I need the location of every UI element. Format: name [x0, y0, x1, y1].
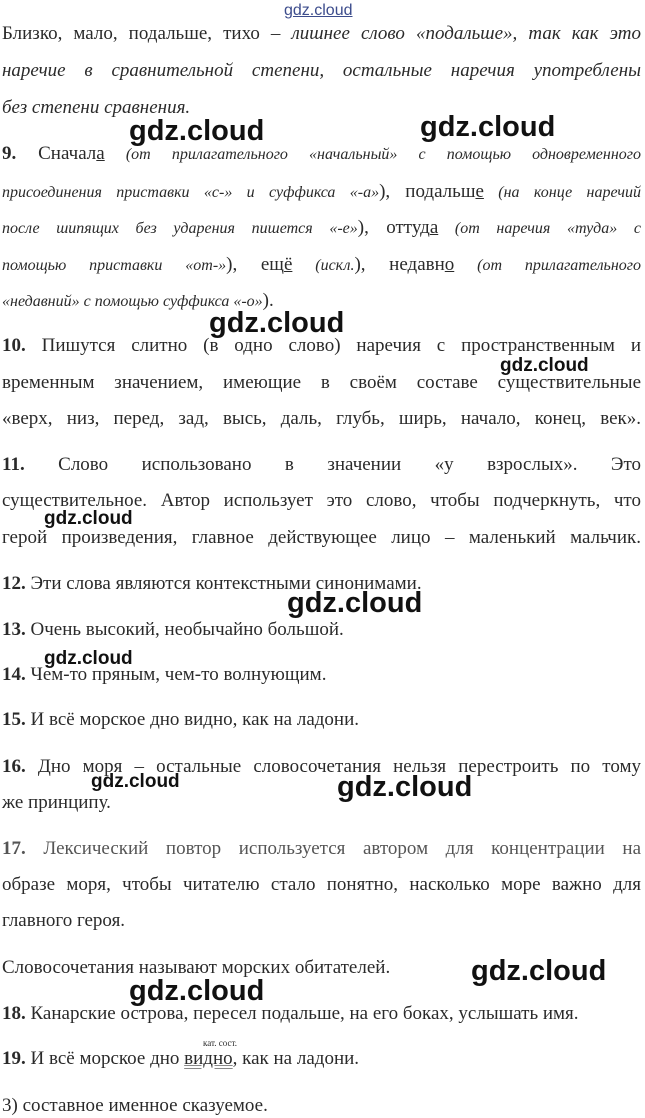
word-ottuda: оттуда — [386, 217, 439, 238]
punct: ), — [357, 217, 387, 238]
answer-12-number: 12. — [2, 573, 26, 594]
answer-11-number: 11. — [2, 454, 25, 475]
watermark[interactable]: gdz.cloud — [500, 355, 589, 376]
answer-16-number: 16. — [2, 756, 26, 777]
answer-10-line-3: «верх, низ, перед, зад, высь, даль, глубь, ширь, начало, конец, век». — [2, 408, 641, 429]
note-ottuda: (от наречия «туда» с — [438, 220, 641, 237]
note-snachala-cont: присоединения приставки «с-» и суффикса «-а» — [2, 184, 380, 201]
answer-11-line-2: существительное. Автор использует это слово, чтобы подчеркнуть, что — [2, 490, 641, 511]
answer-9-line-2 — [2, 180, 641, 205]
answer-18 — [2, 1002, 641, 1026]
grammar-annotation: кат. сост. — [203, 1038, 237, 1048]
answer-8-line-2: наречие в сравнительной степени, остальные наречия употреблены — [2, 60, 641, 81]
punct: ), — [379, 181, 406, 202]
answer-8-explanation: лишнее слово «подальше», так как это — [291, 23, 641, 44]
watermark[interactable]: gdz.cloud — [44, 648, 133, 669]
answer-11-text: Слово использовано в значении «у взрослых». Это — [58, 454, 641, 475]
watermark[interactable]: gdz.cloud — [129, 115, 265, 147]
answer-17-text: Лексический повтор используется автором для концентрации на — [43, 838, 641, 859]
word-nedavno: недавно — [389, 254, 455, 275]
watermark[interactable]: gdz.cloud — [337, 771, 473, 803]
answer-17-line-1 — [2, 837, 641, 861]
answer-13-text: Очень высокий, необычайно большой. — [25, 619, 344, 640]
answer-15 — [2, 708, 641, 732]
answer-17-line-3: главного героя. — [2, 910, 126, 931]
note-podalshe-cont: после шипящих без ударения пишется «-е» — [2, 220, 358, 237]
answer-19-text-end: , как на ладони. — [232, 1048, 360, 1069]
answer-14-number: 14. — [2, 664, 26, 685]
answer-14-text: Чем-то пряным, чем-то волнующим. — [25, 664, 327, 685]
answer-8-words: Близко, мало, подальше, тихо – — [2, 23, 292, 44]
note-nedavno-cont: «недавний» с помощью суффикса «-о» — [2, 293, 263, 310]
note-podalshe: (на конце наречий — [483, 184, 642, 201]
answer-9-line-1 — [2, 142, 641, 167]
answer-10-text: Пишутся слитно (в одно слово) наречия с пространственным и — [41, 335, 641, 356]
note-ottuda-cont: помощью приставки «от-» — [2, 257, 227, 274]
note-eshche: (искл. — [292, 257, 355, 274]
watermark[interactable]: gdz.cloud — [129, 975, 265, 1007]
answer-18-number: 18. — [2, 1003, 26, 1024]
answer-13-number: 13. — [2, 619, 26, 640]
watermark-top[interactable]: gdz.cloud — [284, 2, 353, 19]
answer-12-text: Эти слова являются контекстными синонимами. — [25, 573, 422, 594]
answer-16-text: Дно моря – остальные словосочетания нельзя перестроить по тому — [37, 756, 641, 777]
watermark[interactable]: gdz.cloud — [287, 587, 423, 619]
answer-11-line-3: герой произведения, главное действующее лицо – маленький мальчик. — [2, 527, 641, 548]
answer-13 — [2, 618, 641, 642]
answer-19 — [2, 1047, 641, 1071]
collocations-note: Словосочетания называют морских обитателей. — [2, 957, 391, 978]
answer-16-line-2: же принципу. — [2, 792, 111, 813]
answer-10-line-2: временным значением, имеющие в своём составе существительные — [2, 372, 641, 393]
answer-8-line-1 — [2, 22, 641, 46]
answer-15-text: И всё морское дно видно, как на ладони. — [25, 709, 360, 730]
answer-11-line-1 — [2, 453, 641, 477]
answer-8-line-3: без степени сравнения. — [2, 97, 191, 118]
watermark[interactable]: gdz.cloud — [420, 111, 556, 143]
punct: ). — [262, 290, 274, 311]
word-snachala: Сначала — [38, 143, 105, 164]
word-podalshe: подальше — [405, 181, 484, 202]
watermark[interactable]: gdz.cloud — [209, 307, 345, 339]
answer-17-line-2: образе моря, чтобы читателю стало понятно, насколько море важно для — [2, 874, 641, 895]
watermark[interactable]: gdz.cloud — [471, 955, 607, 987]
watermark[interactable]: gdz.cloud — [91, 771, 180, 792]
answer-9-number: 9. — [2, 143, 17, 164]
word-eshche: ещё — [260, 254, 293, 275]
answer-9-line-4 — [2, 253, 641, 278]
watermark[interactable]: gdz.cloud — [44, 508, 133, 529]
note-snachala: (от прилагательного «начальный» с помощью одновременного — [104, 146, 642, 163]
answer-18-text: Канарские острова, пересел подальше, на его боках, услышать имя. — [25, 1003, 579, 1024]
answer-17-number: 17. — [2, 838, 26, 859]
punct: ), — [226, 254, 261, 275]
answer-15-number: 15. — [2, 709, 26, 730]
punct: ), — [354, 254, 390, 275]
answer-9-line-3 — [2, 216, 641, 241]
answer-19-predicate-type: 3) составное именное сказуемое. — [2, 1095, 268, 1116]
answer-19-number: 19. — [2, 1048, 26, 1069]
predicate-word: видно — [184, 1048, 233, 1069]
answer-10-number: 10. — [2, 335, 26, 356]
answer-19-text: И всё морское дно — [25, 1048, 185, 1069]
note-nedavno: (от прилагательного — [454, 257, 642, 274]
